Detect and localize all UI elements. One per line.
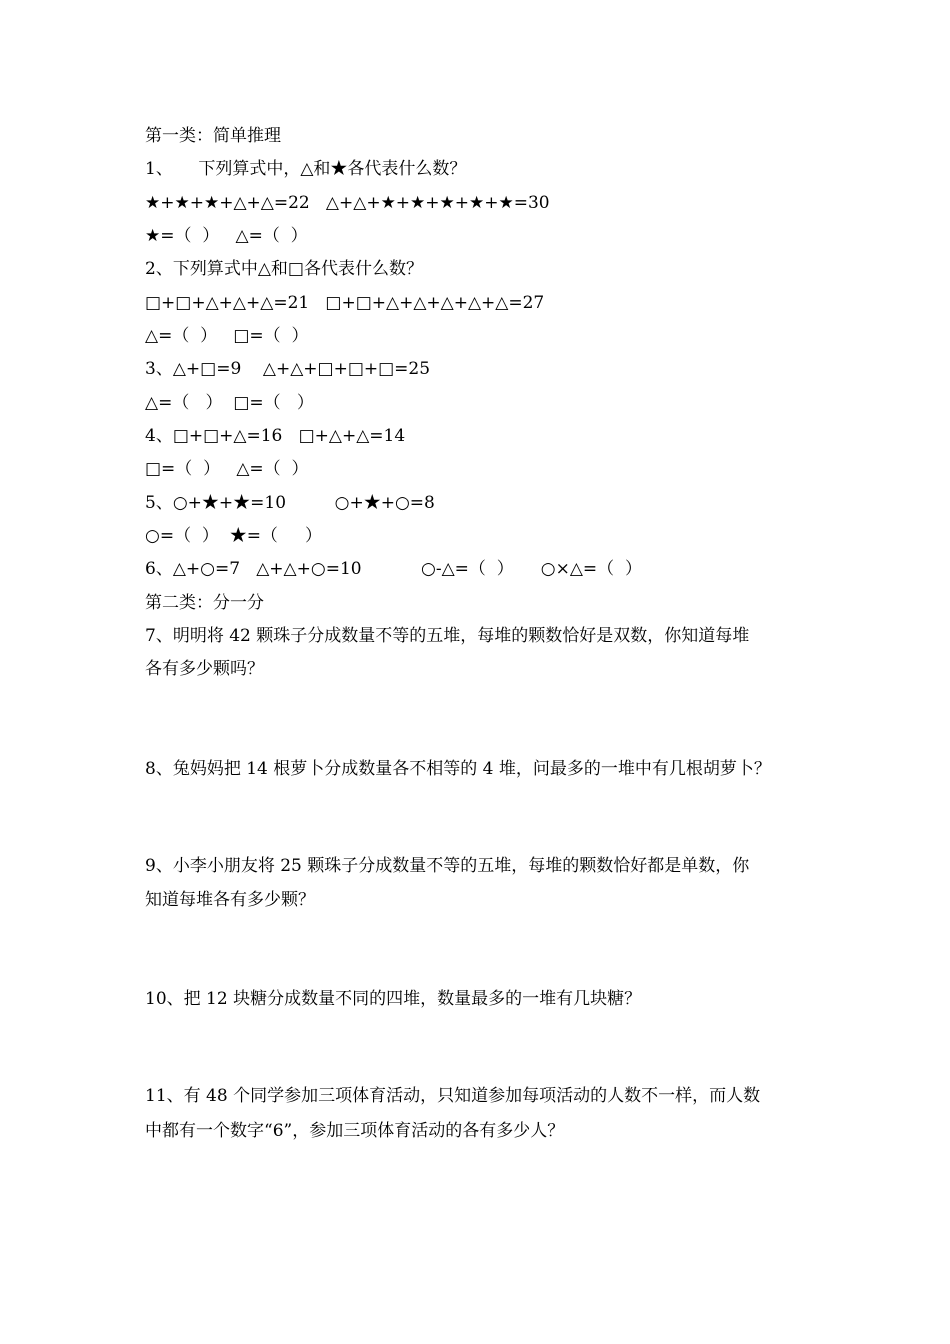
question-5-equations: 5、○+★+★=10 ○+★+○=8: [145, 493, 435, 513]
question-3-answer: △=（ ） □=（ ）: [145, 393, 314, 413]
question-1-answer: ★=（ ） △=（ ）: [145, 226, 308, 246]
question-7-line-2: 各有多少颗吗？: [145, 659, 264, 679]
question-10-line-1: 10、把 12 块糖分成数量不同的四堆，数量最多的一堆有几块糖？: [145, 989, 642, 1009]
question-4-equations: 4、□+□+△=16 □+△+△=14: [145, 426, 406, 446]
question-3-equations: 3、△+□=9 △+△+□+□+□=25: [145, 359, 431, 379]
question-7-line-1: 7、明明将 42 颗珠子分成数量不等的五堆，每堆的颗数恰好是双数，你知道每堆: [145, 626, 750, 646]
question-9-line-2: 知道每堆各有多少颗？: [145, 890, 315, 910]
question-5-answer: ○=（ ） ★=（ ）: [145, 526, 322, 546]
question-6-equations: 6、△+○=7 △+△+○=10 ○-△=（ ） ○×△=（ ）: [145, 559, 642, 579]
question-11-line-2: 中都有一个数字“6”，参加三项体育活动的各有多少人？: [145, 1121, 565, 1141]
question-2-equations: □+□+△+△+△=21 □+□+△+△+△+△+△=27: [145, 293, 545, 313]
question-2-title: 2、下列算式中△和□各代表什么数？: [145, 259, 423, 279]
question-9-line-1: 9、小李小朋友将 25 颗珠子分成数量不等的五堆，每堆的颗数恰好都是单数，你: [145, 856, 750, 876]
section1-heading: 第一类：简单推理: [145, 126, 281, 146]
question-1-title: 1、 下列算式中，△和★各代表什么数？: [145, 159, 467, 179]
question-1-equations: ★+★+★+△+△=22 △+△+★+★+★+★+★=30: [145, 193, 550, 213]
question-2-answer: △=（ ） □=（ ）: [145, 326, 309, 346]
section2-heading: 第二类：分一分: [145, 593, 264, 613]
question-4-answer: □=（ ） △=（ ）: [145, 459, 309, 479]
question-8-line-1: 8、兔妈妈把 14 根萝卜分成数量各不相等的 4 堆，问最多的一堆中有几根胡萝卜？: [145, 759, 771, 779]
question-11-line-1: 11、有 48 个同学参加三项体育活动，只知道参加每项活动的人数不一样，而人数: [145, 1086, 761, 1106]
